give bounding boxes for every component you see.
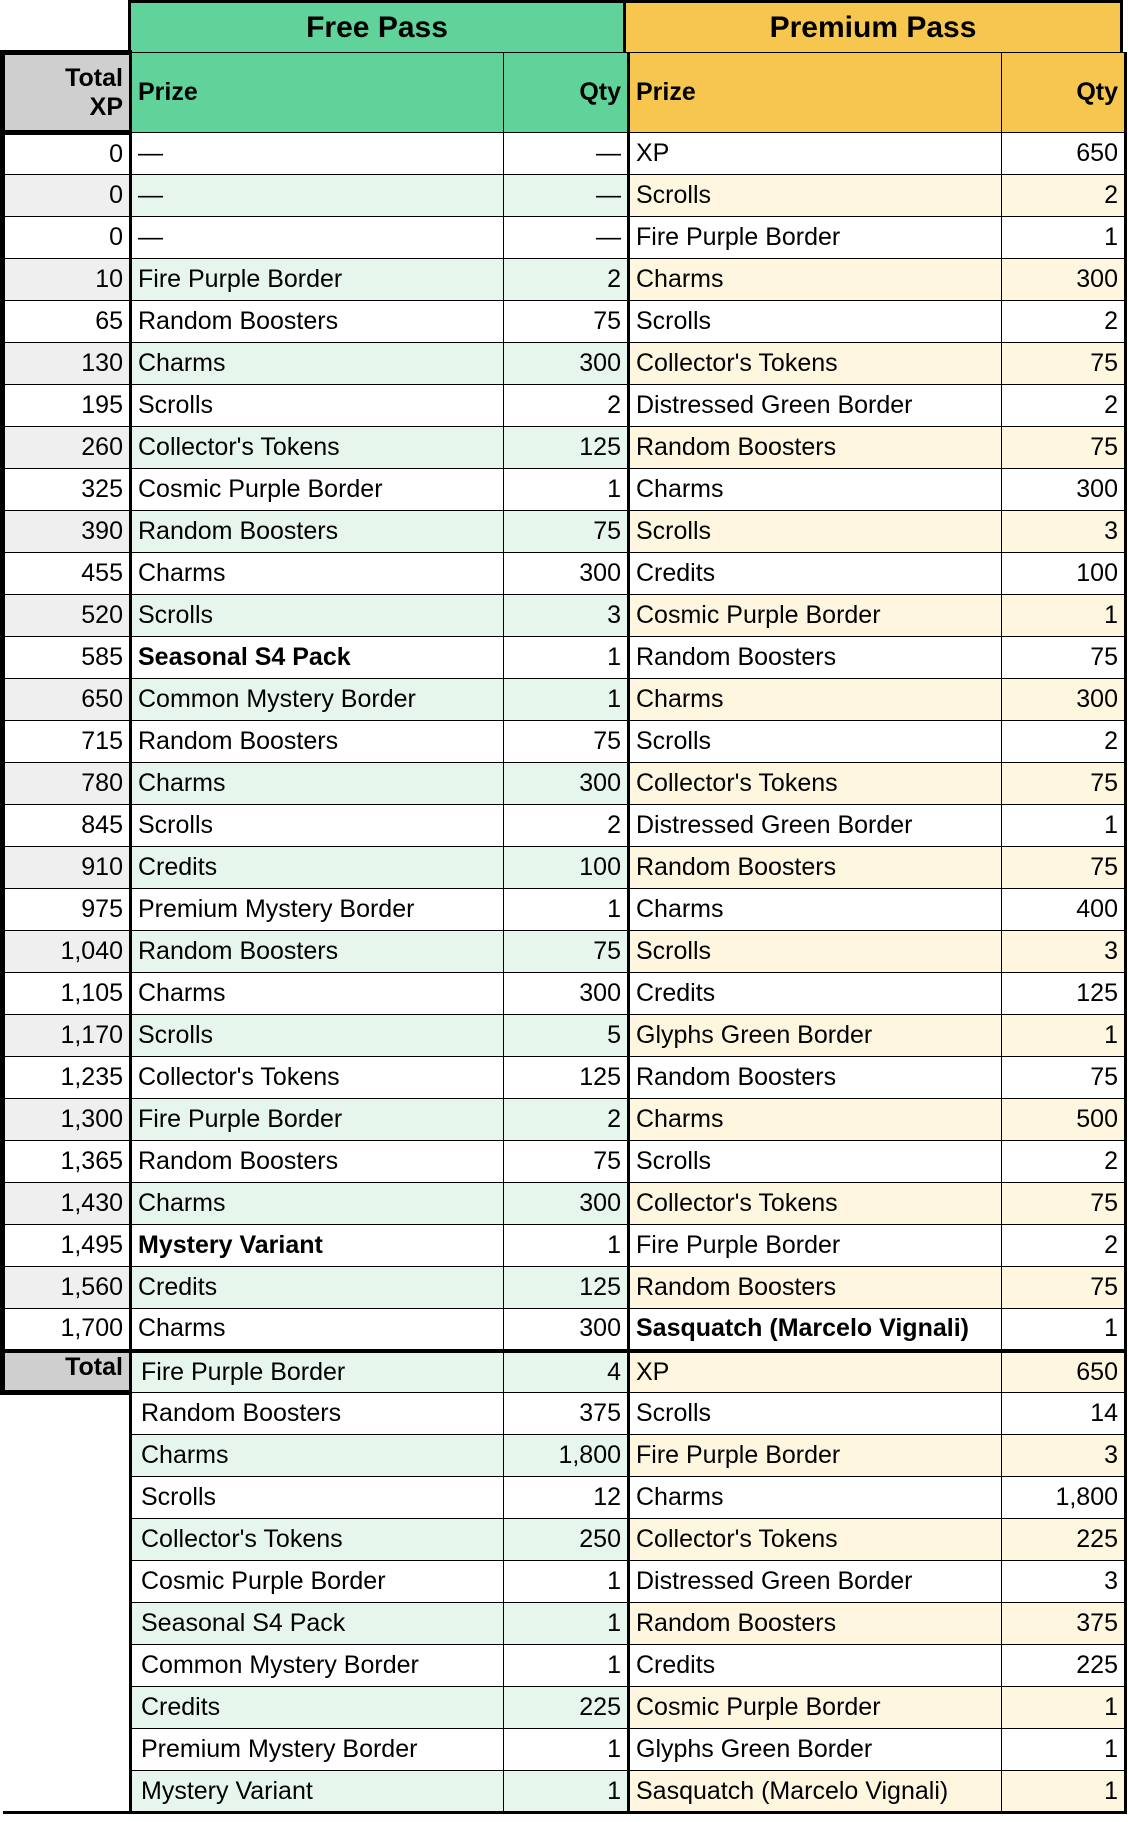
premium-prize-cell: Distressed Green Border — [629, 385, 1002, 427]
premium-qty-cell: 650 — [1002, 133, 1126, 175]
premium-prize-cell: Collector's Tokens — [629, 343, 1002, 385]
total-xp-cell: 1,495 — [3, 1225, 131, 1267]
premium-qty-cell: 75 — [1002, 343, 1126, 385]
total-xp-cell: 390 — [3, 511, 131, 553]
table-row — [3, 427, 1126, 469]
free-total-prize-cell: Premium Mystery Border — [131, 1729, 504, 1771]
table-row — [3, 553, 1126, 595]
table-row — [3, 679, 1126, 721]
premium-qty-cell: 1 — [1002, 1015, 1126, 1057]
premium-prize-cell: Scrolls — [629, 301, 1002, 343]
free-qty-cell: 75 — [504, 721, 629, 763]
total-xp-header-line1: Total — [65, 63, 123, 92]
total-xp-cell: 0 — [3, 217, 131, 259]
table-row — [3, 217, 1126, 259]
free-prize-header: Prize — [131, 53, 504, 133]
totals-row — [3, 1645, 1126, 1687]
premium-qty-cell: 2 — [1002, 301, 1126, 343]
total-xp-cell: 845 — [3, 805, 131, 847]
totals-spacer — [3, 1645, 131, 1687]
total-xp-cell: 650 — [3, 679, 131, 721]
premium-prize-cell: Random Boosters — [629, 1267, 1002, 1309]
premium-prize-cell: Random Boosters — [629, 1057, 1002, 1099]
total-xp-cell: 1,560 — [3, 1267, 131, 1309]
free-prize-cell: — — [131, 133, 504, 175]
free-qty-header: Qty — [504, 53, 629, 133]
table-row — [3, 301, 1126, 343]
table-row — [3, 343, 1126, 385]
free-qty-cell: 1 — [504, 889, 629, 931]
premium-qty-cell: 300 — [1002, 469, 1126, 511]
free-prize-cell: Charms — [131, 1183, 504, 1225]
free-prize-cell: Scrolls — [131, 1015, 504, 1057]
free-total-prize-cell: Collector's Tokens — [131, 1519, 504, 1561]
total-xp-cell: 65 — [3, 301, 131, 343]
free-total-qty-cell: 1 — [504, 1645, 629, 1687]
table-row — [3, 763, 1126, 805]
totals-row — [3, 1435, 1126, 1477]
premium-prize-cell: Distressed Green Border — [629, 805, 1002, 847]
table-row — [3, 931, 1126, 973]
premium-qty-cell: 75 — [1002, 1267, 1126, 1309]
free-total-qty-cell: 1 — [504, 1771, 629, 1813]
totals-row — [3, 1477, 1126, 1519]
free-total-prize-cell: Random Boosters — [131, 1393, 504, 1435]
free-qty-cell: 5 — [504, 1015, 629, 1057]
total-xp-cell: 195 — [3, 385, 131, 427]
free-prize-cell: Premium Mystery Border — [131, 889, 504, 931]
totals-spacer — [3, 1687, 131, 1729]
table-row — [3, 1309, 1126, 1351]
free-qty-cell: 75 — [504, 1141, 629, 1183]
premium-prize-cell: Glyphs Green Border — [629, 1015, 1002, 1057]
free-prize-cell: Charms — [131, 553, 504, 595]
free-prize-cell: Cosmic Purple Border — [131, 469, 504, 511]
free-qty-cell: 300 — [504, 1183, 629, 1225]
premium-total-prize-cell: Distressed Green Border — [629, 1561, 1002, 1603]
free-prize-cell: Random Boosters — [131, 511, 504, 553]
free-qty-cell: 75 — [504, 301, 629, 343]
table-row — [3, 637, 1126, 679]
free-prize-cell: Fire Purple Border — [131, 259, 504, 301]
free-prize-cell: Charms — [131, 1309, 504, 1351]
free-qty-cell: 125 — [504, 1267, 629, 1309]
premium-prize-cell: Random Boosters — [629, 847, 1002, 889]
total-xp-cell: 1,430 — [3, 1183, 131, 1225]
premium-total-prize-cell: Sasquatch (Marcelo Vignali) — [629, 1771, 1002, 1813]
free-prize-cell: Charms — [131, 973, 504, 1015]
free-total-prize-cell: Charms — [131, 1435, 504, 1477]
premium-qty-cell: 3 — [1002, 511, 1126, 553]
premium-prize-cell: Random Boosters — [629, 637, 1002, 679]
premium-prize-cell: Random Boosters — [629, 427, 1002, 469]
free-prize-cell: Random Boosters — [131, 721, 504, 763]
premium-qty-cell: 1 — [1002, 1309, 1126, 1351]
totals-row — [3, 1687, 1126, 1729]
premium-prize-cell: Charms — [629, 469, 1002, 511]
free-pass-header: Free Pass — [128, 0, 626, 53]
premium-qty-cell: 75 — [1002, 847, 1126, 889]
free-prize-cell: — — [131, 175, 504, 217]
premium-qty-cell: 300 — [1002, 259, 1126, 301]
totals-row — [3, 1519, 1126, 1561]
premium-qty-cell: 1 — [1002, 595, 1126, 637]
free-qty-cell: 2 — [504, 805, 629, 847]
table-row — [3, 973, 1126, 1015]
free-qty-cell: 2 — [504, 1099, 629, 1141]
premium-prize-cell: Scrolls — [629, 511, 1002, 553]
totals-spacer — [3, 1519, 131, 1561]
premium-total-prize-cell: Glyphs Green Border — [629, 1729, 1002, 1771]
premium-qty-cell: 1 — [1002, 805, 1126, 847]
free-total-prize-cell: Common Mystery Border — [131, 1645, 504, 1687]
premium-total-qty-cell: 225 — [1002, 1519, 1126, 1561]
premium-prize-cell: Sasquatch (Marcelo Vignali) — [629, 1309, 1002, 1351]
premium-prize-cell: Fire Purple Border — [629, 217, 1002, 259]
premium-total-qty-cell: 375 — [1002, 1603, 1126, 1645]
premium-prize-cell: XP — [629, 133, 1002, 175]
premium-qty-cell: 125 — [1002, 973, 1126, 1015]
premium-total-prize-cell: Cosmic Purple Border — [629, 1687, 1002, 1729]
free-qty-cell: — — [504, 175, 629, 217]
free-prize-cell: — — [131, 217, 504, 259]
free-qty-cell: 125 — [504, 1057, 629, 1099]
free-prize-cell: Random Boosters — [131, 931, 504, 973]
free-qty-cell: 125 — [504, 427, 629, 469]
premium-qty-cell: 300 — [1002, 679, 1126, 721]
free-qty-cell: 1 — [504, 469, 629, 511]
premium-qty-cell: 2 — [1002, 721, 1126, 763]
premium-prize-cell: Charms — [629, 889, 1002, 931]
free-qty-cell: 300 — [504, 343, 629, 385]
table-row — [3, 511, 1126, 553]
free-prize-cell: Seasonal S4 Pack — [131, 637, 504, 679]
free-total-qty-cell: 1,800 — [504, 1435, 629, 1477]
free-prize-cell: Mystery Variant — [131, 1225, 504, 1267]
total-xp-cell: 455 — [3, 553, 131, 595]
total-xp-cell: 585 — [3, 637, 131, 679]
table-row — [3, 805, 1126, 847]
premium-total-qty-cell: 1,800 — [1002, 1477, 1126, 1519]
table-row — [3, 1057, 1126, 1099]
premium-total-prize-cell: Fire Purple Border — [629, 1435, 1002, 1477]
free-qty-cell: — — [504, 133, 629, 175]
premium-total-qty-cell: 225 — [1002, 1645, 1126, 1687]
premium-total-prize-cell: Credits — [629, 1645, 1002, 1687]
free-total-prize-cell: Seasonal S4 Pack — [131, 1603, 504, 1645]
totals-row — [3, 1351, 1126, 1393]
free-prize-cell: Scrolls — [131, 595, 504, 637]
table-row — [3, 385, 1126, 427]
table-row — [3, 1099, 1126, 1141]
totals-row — [3, 1561, 1126, 1603]
premium-total-prize-cell: Scrolls — [629, 1393, 1002, 1435]
free-qty-cell: 75 — [504, 511, 629, 553]
premium-qty-cell: 100 — [1002, 553, 1126, 595]
free-total-prize-cell: Cosmic Purple Border — [131, 1561, 504, 1603]
totals-row — [3, 1729, 1126, 1771]
premium-pass-header: Premium Pass — [626, 0, 1123, 53]
premium-qty-cell: 2 — [1002, 1225, 1126, 1267]
total-xp-cell: 715 — [3, 721, 131, 763]
premium-prize-cell: Collector's Tokens — [629, 1183, 1002, 1225]
free-prize-cell: Fire Purple Border — [131, 1099, 504, 1141]
free-total-qty-cell: 1 — [504, 1729, 629, 1771]
total-xp-cell: 1,235 — [3, 1057, 131, 1099]
table-row — [3, 721, 1126, 763]
free-qty-cell: 300 — [504, 553, 629, 595]
totals-spacer — [3, 1729, 131, 1771]
free-prize-cell: Random Boosters — [131, 301, 504, 343]
free-total-qty-cell: 375 — [504, 1393, 629, 1435]
premium-qty-header: Qty — [1002, 53, 1126, 133]
free-qty-cell: 1 — [504, 679, 629, 721]
total-xp-cell: 1,105 — [3, 973, 131, 1015]
free-prize-cell: Common Mystery Border — [131, 679, 504, 721]
free-qty-cell: 1 — [504, 1225, 629, 1267]
table-row — [3, 259, 1126, 301]
table-row — [3, 133, 1126, 175]
total-xp-cell: 10 — [3, 259, 131, 301]
free-prize-cell: Scrolls — [131, 385, 504, 427]
premium-qty-cell: 400 — [1002, 889, 1126, 931]
free-prize-cell: Charms — [131, 343, 504, 385]
table-row — [3, 1015, 1126, 1057]
totals-row — [3, 1393, 1126, 1435]
totals-spacer — [3, 1603, 131, 1645]
premium-prize-cell: Credits — [629, 973, 1002, 1015]
premium-total-prize-cell: XP — [629, 1351, 1002, 1393]
premium-qty-cell: 75 — [1002, 1183, 1126, 1225]
total-xp-cell: 975 — [3, 889, 131, 931]
totals-spacer — [3, 1561, 131, 1603]
total-xp-cell: 1,700 — [3, 1309, 131, 1351]
premium-qty-cell: 75 — [1002, 1057, 1126, 1099]
table-row — [3, 1183, 1126, 1225]
total-xp-cell: 0 — [3, 175, 131, 217]
free-qty-cell: 300 — [504, 973, 629, 1015]
table-row — [3, 847, 1126, 889]
free-qty-cell: 300 — [504, 763, 629, 805]
premium-prize-cell: Collector's Tokens — [629, 763, 1002, 805]
totals-spacer — [3, 1771, 131, 1813]
free-total-qty-cell: 225 — [504, 1687, 629, 1729]
premium-total-prize-cell: Charms — [629, 1477, 1002, 1519]
free-qty-cell: 3 — [504, 595, 629, 637]
total-xp-header — [3, 53, 131, 133]
free-prize-cell: Credits — [131, 847, 504, 889]
premium-qty-cell: 2 — [1002, 1141, 1126, 1183]
table-row — [3, 175, 1126, 217]
battle-pass-table — [0, 50, 1127, 1814]
premium-prize-cell: Charms — [629, 1099, 1002, 1141]
total-xp-cell: 130 — [3, 343, 131, 385]
premium-total-qty-cell: 1 — [1002, 1687, 1126, 1729]
free-qty-cell: 300 — [504, 1309, 629, 1351]
premium-prize-cell: Charms — [629, 679, 1002, 721]
premium-prize-cell: Charms — [629, 259, 1002, 301]
premium-prize-cell: Scrolls — [629, 721, 1002, 763]
total-xp-cell: 910 — [3, 847, 131, 889]
free-total-qty-cell: 12 — [504, 1477, 629, 1519]
free-prize-cell: Scrolls — [131, 805, 504, 847]
free-prize-cell: Credits — [131, 1267, 504, 1309]
premium-qty-cell: 75 — [1002, 763, 1126, 805]
free-total-qty-cell: 1 — [504, 1561, 629, 1603]
premium-total-qty-cell: 3 — [1002, 1435, 1126, 1477]
premium-prize-cell: Scrolls — [629, 1141, 1002, 1183]
premium-qty-cell: 75 — [1002, 427, 1126, 469]
free-prize-cell: Collector's Tokens — [131, 427, 504, 469]
premium-qty-cell: 3 — [1002, 931, 1126, 973]
premium-qty-cell: 2 — [1002, 175, 1126, 217]
total-xp-cell: 260 — [3, 427, 131, 469]
premium-prize-cell: Scrolls — [629, 931, 1002, 973]
free-qty-cell: 2 — [504, 259, 629, 301]
premium-prize-cell: Fire Purple Border — [629, 1225, 1002, 1267]
total-xp-cell: 1,365 — [3, 1141, 131, 1183]
table-row — [3, 1225, 1126, 1267]
free-qty-cell: 75 — [504, 931, 629, 973]
totals-spacer — [3, 1435, 131, 1477]
totals-label: Total — [3, 1351, 131, 1393]
premium-prize-cell: Cosmic Purple Border — [629, 595, 1002, 637]
total-xp-cell: 0 — [3, 133, 131, 175]
premium-total-qty-cell: 3 — [1002, 1561, 1126, 1603]
premium-total-qty-cell: 1 — [1002, 1729, 1126, 1771]
premium-prize-cell: Credits — [629, 553, 1002, 595]
free-qty-cell: — — [504, 217, 629, 259]
free-qty-cell: 2 — [504, 385, 629, 427]
totals-spacer — [3, 1393, 131, 1435]
totals-row — [3, 1771, 1126, 1813]
premium-total-prize-cell: Random Boosters — [629, 1603, 1002, 1645]
free-prize-cell: Collector's Tokens — [131, 1057, 504, 1099]
premium-qty-cell: 2 — [1002, 385, 1126, 427]
premium-total-qty-cell: 14 — [1002, 1393, 1126, 1435]
free-prize-cell: Random Boosters — [131, 1141, 504, 1183]
premium-total-qty-cell: 650 — [1002, 1351, 1126, 1393]
free-total-qty-cell: 1 — [504, 1603, 629, 1645]
free-total-prize-cell: Fire Purple Border — [131, 1351, 504, 1393]
total-xp-header-line2: XP — [89, 92, 123, 121]
free-total-qty-cell: 250 — [504, 1519, 629, 1561]
total-xp-cell: 780 — [3, 763, 131, 805]
premium-prize-cell: Scrolls — [629, 175, 1002, 217]
total-xp-cell: 325 — [3, 469, 131, 511]
table-row — [3, 469, 1126, 511]
premium-qty-cell: 500 — [1002, 1099, 1126, 1141]
table-row — [3, 1267, 1126, 1309]
totals-row — [3, 1603, 1126, 1645]
premium-qty-cell: 1 — [1002, 217, 1126, 259]
free-total-prize-cell: Credits — [131, 1687, 504, 1729]
free-total-prize-cell: Scrolls — [131, 1477, 504, 1519]
free-total-qty-cell: 4 — [504, 1351, 629, 1393]
free-total-prize-cell: Mystery Variant — [131, 1771, 504, 1813]
table-row — [3, 1141, 1126, 1183]
premium-total-prize-cell: Collector's Tokens — [629, 1519, 1002, 1561]
table-row — [3, 595, 1126, 637]
totals-spacer — [3, 1477, 131, 1519]
free-qty-cell: 100 — [504, 847, 629, 889]
premium-prize-header: Prize — [629, 53, 1002, 133]
total-xp-cell: 1,040 — [3, 931, 131, 973]
total-xp-cell: 1,300 — [3, 1099, 131, 1141]
premium-qty-cell: 75 — [1002, 637, 1126, 679]
free-qty-cell: 1 — [504, 637, 629, 679]
total-xp-cell: 1,170 — [3, 1015, 131, 1057]
premium-total-qty-cell: 1 — [1002, 1771, 1126, 1813]
table-row — [3, 889, 1126, 931]
free-prize-cell: Charms — [131, 763, 504, 805]
total-xp-cell: 520 — [3, 595, 131, 637]
